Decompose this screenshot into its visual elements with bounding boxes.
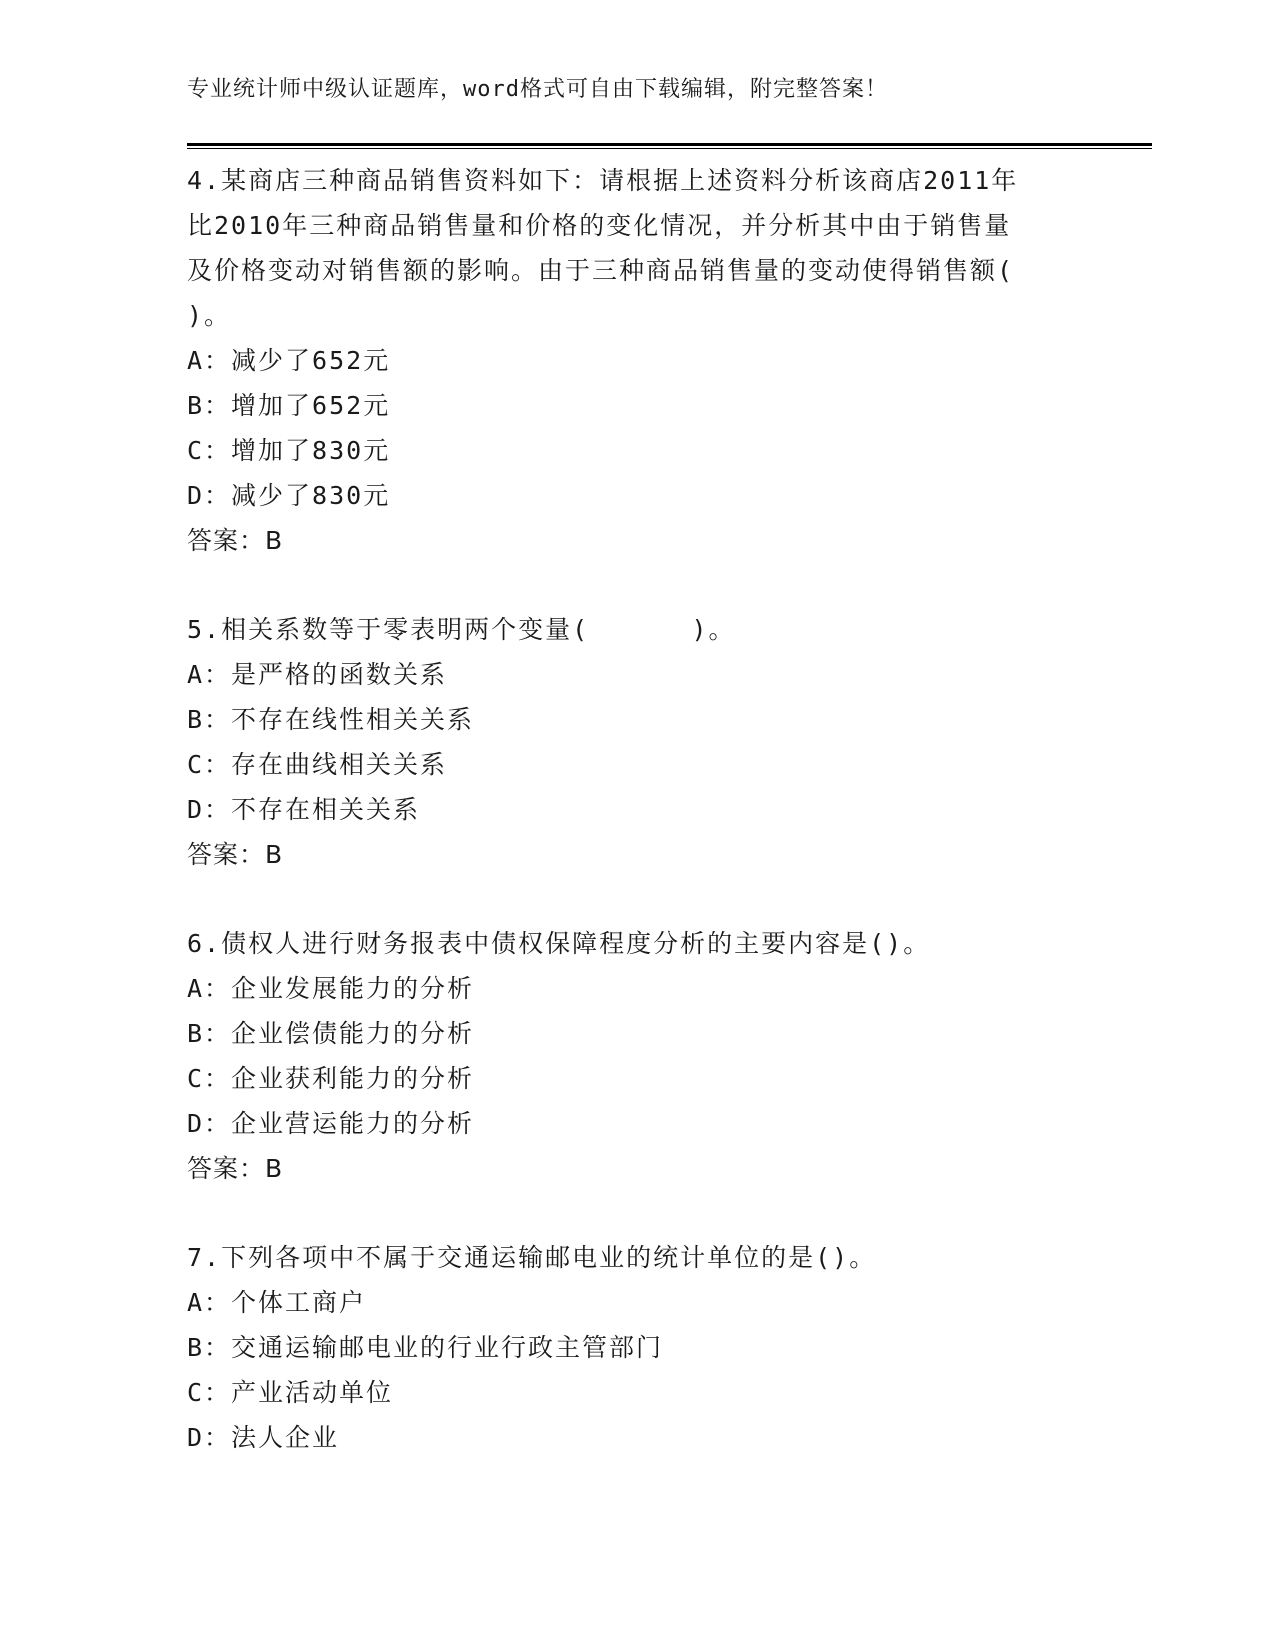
answer: 答案：B: [187, 1154, 284, 1183]
question-text-line: 7.下列各项中不属于交通运输邮电业的统计单位的是()。: [187, 1243, 877, 1272]
option-d: D：减少了830元: [187, 481, 391, 510]
answer: 答案：B: [187, 840, 284, 869]
question-text-line: 6.债权人进行财务报表中债权保障程度分析的主要内容是()。: [187, 929, 931, 958]
option-a: A：企业发展能力的分析: [187, 974, 475, 1003]
question-text-line: 及价格变动对销售额的影响。由于三种商品销售量的变动使得销售额(: [187, 256, 1015, 285]
option-c: C：产业活动单位: [187, 1378, 394, 1407]
option-c: C：企业获利能力的分析: [187, 1064, 475, 1093]
answer: 答案：B: [187, 526, 284, 555]
question-text-line: 比2010年三种商品销售量和价格的变化情况，并分析其中由于销售量: [187, 211, 1012, 240]
option-b: B：交通运输邮电业的行业行政主管部门: [187, 1333, 664, 1362]
option-b: B：企业偿债能力的分析: [187, 1019, 475, 1048]
question-text-line: )。: [187, 301, 232, 330]
option-d: D：法人企业: [187, 1423, 340, 1452]
question-6: [187, 921, 1087, 1191]
option-a: A：个体工商户: [187, 1288, 367, 1317]
question-text-line: 5.相关系数等于零表明两个变量( )。: [187, 615, 736, 644]
page-header: 专业统计师中级认证题库，word格式可自由下载编辑，附完整答案！: [187, 77, 888, 102]
option-d: D：不存在相关关系: [187, 795, 421, 824]
question-text-line: 4.某商店三种商品销售资料如下：请根据上述资料分析该商店2011年: [187, 166, 1019, 195]
option-c: C：增加了830元: [187, 436, 391, 465]
option-a: A：减少了652元: [187, 346, 391, 375]
question-5: [187, 607, 1087, 877]
option-a: A：是严格的函数关系: [187, 660, 448, 689]
option-b: B：增加了652元: [187, 391, 391, 420]
question-list: [187, 158, 1087, 1504]
option-d: D：企业营运能力的分析: [187, 1109, 475, 1138]
question-7: [187, 1235, 1087, 1460]
option-c: C：存在曲线相关关系: [187, 750, 448, 779]
question-4: [187, 158, 1087, 563]
header-divider: [187, 143, 1152, 149]
option-b: B：不存在线性相关关系: [187, 705, 475, 734]
